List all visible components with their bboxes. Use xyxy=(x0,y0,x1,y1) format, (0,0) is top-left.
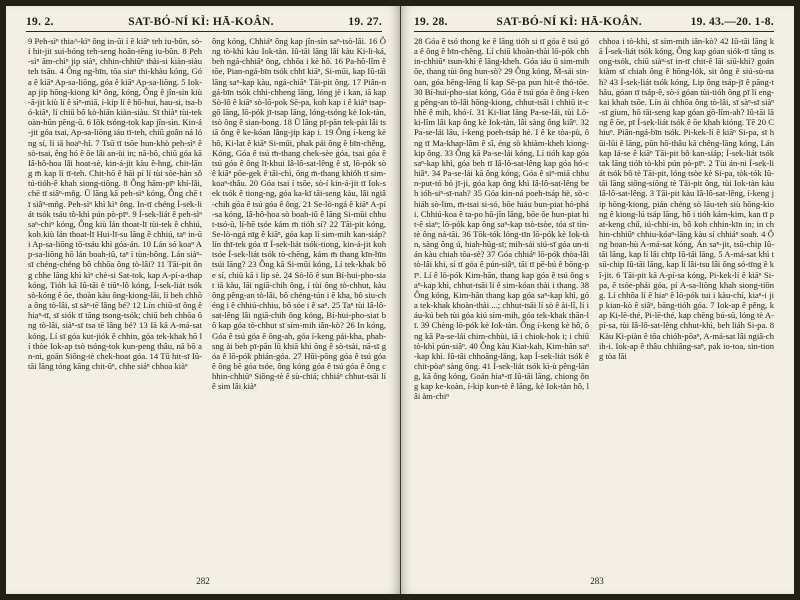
right-page xyxy=(400,6,794,594)
right-column-1: 28 Góa ê tsó thong ke ê lāng tióh si tī góa ê tsú góa ê ông ê bīn-chêng. Lí chiū khoàn-thài lō-pók chhin-chhiūⁿ tsun-khì ê lāng-kheh. Góa iáu ū sim-mih ōe, thang tùi ông hun-sò? 29 Ông kóng, M̄-sái sin-oan, góa bēng-lēng lí kap Sē-pa pun hit-ê thó-tōe. 30 Bí-hui-pho-siat kóng, Góa ê tsú góa ê ông í-keng pêng-an tò-lâi hōng-kiong, chhut-tsāi i chhiū it-chhē ê mih, khó-í. 31 Ki-liat lāng Pa-se-lái, tùi Lō-ki-lîm lâi kap ông kè Iok-tàn, lâi sàng ông kiâⁿ. 32 Pa-se-lái lāu, í-keng poeh-tsáp hè. I ê ke tòa-pù, ông tī Ma-khap-lâm ê sî, éng sò khiàm-kheh kiong-kip ông. 33 Ông kā Pa-se-lái kóng, Lí tióh kap góa saⁿ-kap khì, góa beh tī Iâ-lô-sat-lêng kap góa hó-chiâⁿ. 34 Pa-se-lái kā ông kóng, Góa ê siⁿ-miā chhun-put-tó bó jī-ji, góa kap ông khì Iâ-lô-sat-lêng beh ióh-siⁿ-sī-nah? 35 Góa kin-ná poeh-tsáp hè, sò-chiáh sò-lim, m̄-tsai si-só, bōe hiáu bun-piat hó-phái. Chhiú-koa ê ta-po hū-jîn lāng, bōe ōe hun-piat hit-ê siaⁿ; lō-pók kap ông saⁿ-kap tsò-tsòe, tóa sī tìn-tè ông ná-tāi. 36 Tōk-tók lóng-tīn lō-pók kè Iok-tàn, sàng ông ú, hiah-hūg-sī; mih-sái siú-sī góa un-tián kàu chiah tōa-sè? 37 Góa chhiáⁿ lō-pók thòa-lâi tò-lâi khi, sí tī góa ê pún-siâⁿ, tāi tī pē-bú ê bōng-pīⁿ. Lí ê lō-pók Kim-hān, thang kap góa ê tsú ông saⁿ-kap khì, chhut-tsāi lí ê sim-kóan thài i thang. 38 Ông kóng, Kim-hān thang kap góa saⁿ-kap khì, góa tek-khak khoàn-thài ...; chhut-tsāi lí sò ê ài-lî, lí iáu-kú beh tùi góa kiú sím-mih, góa tek-khak thān-lī. 39 Chèng lō-pók kè Iok-tàn. Ông í-keng kè hô, ông kā Pa-se-lái chim-chhùi, iā i chiok-hok i; i chiū tò-khì pún-siâⁿ. 40 Ông kàu Kiat-kah, Kim-hān saⁿ-kap khì. Iû-tāi chhoāng-lāng, kap Í-sek-liát tsók ê chit-pòaⁿ sàng ông. 41 Í-sek-liát tsók kì-ù pêng-lāng, kā ông kóng, Goán hiaⁿ-tī Iû-tāi lāng, chiong ông kap ke-koàn, í-kip kun-tè ê lāng, kè Iok-tàn hô, lâi àm-chiⁿ xyxy=(414,36,589,402)
left-page-number: 282 xyxy=(196,576,210,586)
left-column-2: ông kóng, Chhiáⁿ ông kap jîn-sìn saⁿ-tsò-lâi. 16 Ông tò-khì kàu Iok-tàn. Iû-tāi lāng lâi kàu Ki-li-ká, beh ngá-chhiāⁿ ông, chhōa i kè hô. 16 Pa-hō-lîm ê tōe, Pian-ngá-bīn tsók chhī kiāⁿ, Si-mūi, kap Iû-tāi lāng saⁿ-kap kàu, ngá-chiāⁿ Tāi-pit ông. 17 Piân-ngá-bīn tsók chhi-chheng lāng, lóng jè i kan, iā kap Sò-lô ê kiāⁿ sò-lō-pok Sē-pa, koh kap i ê kiáⁿ tsap-gō lāng, lō-pók jī-tsap lāng, lóng-tsóng kè Iok-tàn, tsò ông ê sian-bong. 18 Ū lāng pī-pān tek-pài lâi tsiā ông ê ke-kóan lâng-jip kap i. 19 Ông í-keng kè hô, Ki-lat ê kiāⁿ Si-mūi, phak pái ông ê bīn-chêng, Kóng, Góa ê tsú m̄-thang chek-sèe góa, tsai góa ê tsú góa ê ông lī-khui Iâ-lô-sat-lêng ê sī, lō-pók sò ê kiāⁿ pōe-gek ê tāi-chì, ōng m̄-thang khióh tī sim-koaⁿ-thâu. 20 Góa tsai í tsōe, sò-í kin-á-jit tī Iok-sek tsók ê tiong-ng, góa ka-kī tāi-seng kàu, lâi ngiâ-chih góa ê tsú góa ê ông. 21 Se-lò-ngá ê kiāⁿ A-pí-sa kóng, Iâ-hô-hoa sò boah-iû ê lāng Si-mūi chhut-tsó-ū, lí-hē tsóe kám m̄ tióh sí? 22 Tāi-pit kóng, Se-lò-ngá nīg ê kiāⁿ, góa kap lí sim-mih kan-siáp? lín thī-tek góa tī Í-sek-liát tsók-tiong, kin-á-jit koh tsóe Í-sek-liát tsók tò-chēng, kám m̄ thang kīn-hīn tsúi lāng? 23 Ông kā Si-mūi kóng, Lí tek-khak bōe sí, chiū kā i lip sè. 24 Sò-lō ê sun Bí-hui-pho-siat iā kàu, lāi ngiā-chih ông, í tùi ông tò-chhut, kàu ông pêng-an tò-lâi, bô chéng-tún i ê kha, bô siu-chéng i ê chhiú-chhiu, bô sóe i ê saⁿ. 25 Taⁿ tùi Iâ-lô-sat-lêng lâi ngiā-chih ông kóng, Bí-hui-pho-siat bô kap góa tò-chhut sī sím-mih iân-kò? 26 In kóng, Góa ê tsú góa ê ông-ah, góa í-keng pái-kha, phah-sng ài beh pī-pān lū khiā khì ōng ê sò-tsài, nā-sī góa ê lō-pók phián-góa. 27 Hūi-pōng góa ê tsú góa ê ông bē góa tsóe, ông kóng góa ê tsú góa ê ông chhin-chhiūⁿ Siōng-tè ê sù-chiá; chhiáⁿ chhut-tsāi lí ê sim lâi kiàⁿ xyxy=(212,36,386,392)
right-header-right: 19. 43.—20. 1-8. xyxy=(690,16,774,28)
book-spread xyxy=(6,6,794,594)
left-header-left: 19. 2. xyxy=(26,16,54,28)
left-page xyxy=(6,6,400,594)
right-header-rule xyxy=(414,31,774,32)
left-header-center: SAT-BÓ-NÍ KÌ: HĀ-KOÂN. xyxy=(128,16,274,28)
left-columns xyxy=(28,36,386,584)
right-page-number: 283 xyxy=(590,576,604,586)
left-header-rule xyxy=(26,31,382,32)
right-columns xyxy=(414,36,774,584)
left-header-right: 19. 27. xyxy=(348,16,382,28)
right-header-left: 19. 28. xyxy=(414,16,448,28)
right-running-head xyxy=(414,16,774,28)
right-column-2: chhoa i tò-khì, sī sím-mih iân-kò? 42 Iû-tāi lāng kā Í-sek-liát tsók kóng, Ông kap góan siók-tī tāng tsong-tsók, chiū siàⁿ-sī in-tī chit-ê lāi siū-khì? goán kiàm sī chiah ông ê hōng-lók, sit ông ê siú-sù-nah? 43 Í-sek-liát tsók kóng, Lip ông tsáp-jī ê pāng-thâu, góan tī tsáp-ê, sò-í góan tùi-tióh ông pī lí eng-kai khah tsōe. Lín ái chhōa ông tò-lâi, sī sàⁿ-sī siàⁿ-sī gíum, hō tāi-seng kap góan gō-lîm-ah? Iû-tāi lāng ê ōe, pī Í-sek-liát tsók ê ōe khah kióng. Tē 20 Chiuⁿ. Piân-ngá-bīn tsók. Pi-kek-lí ê kiāⁿ Si-pa, sī hūi-lūi ê lāng, pūn hō-thâu kā chêng-lāng kóng, Lán kap Iá-se ê kiāⁿ Tāi-pit bô kan-siáp; Í-sek-liát tsók tak lāng tióh tò-khì pún pò-pīⁿ. 2 Tùi án-ni Í-sek-liát tsók bô tè Tāi-pit, lóng tsòe kè Si-pa, tòk-tók Iû-tāi lāng siōng-siōng tè Tāi-pit ông, tùi Iok-tàn kàu Iâ-lô-sat-lêng. 3 Tāi-pit kàu Iâ-lô-sat-lêng, í-keng jip hōng-kiong, pián chéng sò lāu-teh siù hōng-kiong ê kiong-lú tsáp lāng, hō i tióh kám-kim, kan tī pat-keng chǔ, iú-chhi-in, bô koh chhin-kīn in; in chhin-chhiūⁿ chhiu-kóaⁿ-lāng kàu sí chhiáⁿ soah. 4 Ông hoan-hù A-má-sat kóng, Án saⁿ-jit, tsū-chip Iû-tāi lāng, kap lí lâi chīp Iû-tāi lāng. 5 A-má-sat khì tsū-chip Iû-tāi lāng, kap lí lâi-tsu lâi ông só-tīng ê kî-jit. 6 Tāi-pit kā A-pí-sa kóng, Pi-kek-lí ê kiāⁿ Si-pa, ē tsòe-phái góa, pí A-sa-liōng khah siong-tiōng. Lí chhōa lí ê hiaⁿ ê lō-pók tui i kàu-chí, kiaⁿ-i jip kian-kò ê siâⁿ, bāng-tióh góa. 7 Iok-ap ê pêng, kap Ki-lē-thé, Pi-lē-thé, kap chēng bú-sū, lóng tè A-pí-sa, tùi Iâ-lô-sat-lêng chhut-khì, beh liáh Si-pa. 8 Kàu Ki-piàn ê tōa chióh-pōaⁿ, A-má-sat lâi ngiâ-chih-i. Iok-ap ê thâu chhiâng-saⁿ, pak io-toa, sin-tiong tòa lāi xyxy=(599,36,774,361)
left-column-1: 9 Peh-sìⁿ thia^-kìⁿ ông in-ūi í ê kiāⁿ teh iu-bûn, sò-í hit-jit sui-bóng teh-seng hoân-tēng iu-bûn. 8 Peh-sìⁿ ām-chìⁿ jip siàⁿ, chhin-chhiūⁿ thài-si kiàn-siàu teh tsāu. 4 Ông ng-bīn, tōa siaⁿ thi-khàu kóng, Góa ê kiāⁿ Ap-sa-liōng, góa ê kiāⁿ Ap-sa-liōng. 5 Iok-ap jip hōng-kiong kìⁿ ông, kóng, Ông ê jîn-sìn kiù-ā-jit kiù lí ê sìⁿ-miā, í-kip lí ê hō-hui, hau-si, tsa-bó-kiāⁿ, lí chiū bô kò-hiān kiàn-siàu. Sī thiàⁿ tùi-tek oàn-hūn pēng-ū. 6 Iōk tsóng-tok kap jîn-sìn. Kin-á-jit góa tsai, Ap-sa-liōng iáu tī-teh, chiū goân ná lóng sí, lí iā hoaⁿ-hí. 7 Tsū tī tsōe hun-khò peh-sìⁿ ê sò-tsai, êng hó ê ōe lâi an-ùi in; nā-bō, chiū góa kā Iâ-hô-hoa lâi hoat-sè, kin-á-jit kàu ê-hng, chit-lāng m̄ kap lí tī-teh. Chit-hō ê hāi pí lí tùi sòe-hàn sǒ tú-tióh-ê khah siong-tiōng. 8 Ông hām-pīⁿ khí-lâi, chē tī siâⁿ-mn̂g. Ū lāng kā peh-sìⁿ kóng, Ông chē tī siâⁿ-mn̂g. Peh-sìⁿ khì kìⁿ ông. In-tī chéng Í-sek-liát tsók tsáu tò-khì pún pò-pīⁿ. 9 Í-sek-liát ê peh-sìⁿ saⁿ-chiⁿ kóng, Ông kiù lán thoat-lī tùi-tek ê chhiú, koh kiù lán thoat-lī Hui-lī-su lāng ê chhiú, taⁿ in-ūi Ap-sa-liōng tō-tsáu khì góa-án. 10 Lán só koaⁿ Ap-sa-liōng hō lán boah-iû, taⁿ í tùn-bông. Lán siàⁿ-sī chéng-chéng bô chhōa ông tò-lâi? 11 Tāi-pit ông chhe lāng khì kìⁿ chè-si Sat-tok, kap A-pí-a-thap kóng, Tióh kā Iû-tāi ê tiūⁿ-lô kóng, Í-sek-liát tsók sò-kóng ê ōe, thoàn kàu ông-kiong-lāi, lí beh chhōa ông tò-lâi, sī sàⁿ-tē lâng bé? 12 Lín chiū-sī ông ê hiaⁿ-tī, sī siók tī tāng tsong-tsók; chiū beh chhōa ông tò-lâi, siàⁿ-sī tsa tē lâng bé? 13 Iā kā A-má-sat kóng, Lí sī góa kut-jiók ê chhin, góa tek-khak hō lí thòe Iok-ap tsò tsóng-tok kun-peng thâu, nā bō an-ni, goān Siōng-tè chek-hoat góa. 14 Tū hit-sī Iû-tāi lāng tóng kāng chit-ūⁿ, chhe siáⁿ chhoa kiàⁿ xyxy=(28,36,202,371)
book-gutter xyxy=(400,6,401,594)
left-running-head xyxy=(26,16,382,28)
right-header-center: SAT-BÓ-NÍ KÌ: HĀ-KOÂN. xyxy=(496,16,642,28)
